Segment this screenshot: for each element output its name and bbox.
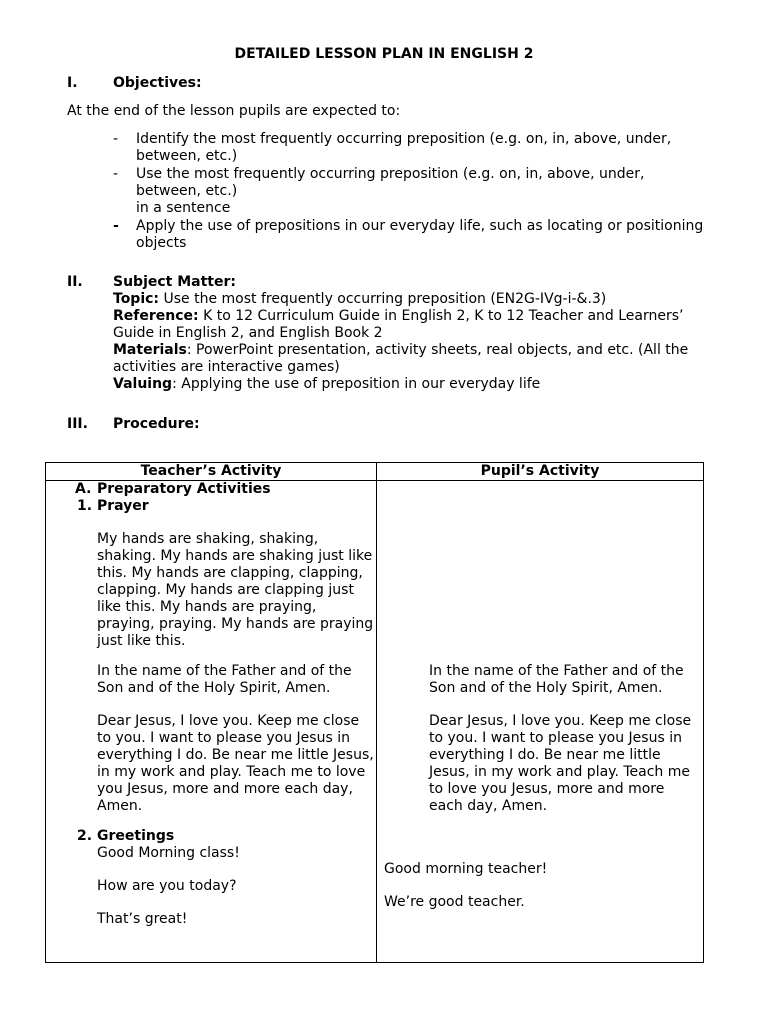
pupil-reply-wellbeing: We’re good teacher. bbox=[384, 894, 525, 910]
section-title-objectives: Objectives: bbox=[113, 75, 202, 91]
step-heading-prayer: Prayer bbox=[97, 498, 149, 514]
teacher-response: That’s great! bbox=[97, 911, 188, 927]
materials-line bbox=[113, 342, 713, 376]
reference-label: Reference: bbox=[113, 308, 199, 324]
valuing-line bbox=[113, 376, 713, 393]
topic-line bbox=[113, 291, 713, 308]
header-teacher-activity: Teacher’s Activity bbox=[46, 463, 377, 481]
objectives-intro: At the end of the lesson pupils are expected to: bbox=[67, 103, 401, 119]
reference-line bbox=[113, 308, 713, 342]
section-title-procedure: Procedure: bbox=[113, 416, 200, 432]
pupil-prayer: Dear Jesus, I love you. Keep me close to you. I want to please you Jesus in everything I do. Be near me little Jesus, in my work and play. Teach me to love you Jesus, more and more each day, Amen. bbox=[429, 713, 692, 814]
activity-table bbox=[45, 462, 704, 963]
valuing-label: Valuing bbox=[113, 376, 173, 392]
step-heading-greetings: Greetings bbox=[97, 828, 175, 844]
objective-text: Use the most frequently occurring preposition (e.g. on, in, above, under, between, etc.) bbox=[136, 166, 645, 199]
objective-text: Identify the most frequently occurring preposition (e.g. on, in, above, under, between, etc.) bbox=[136, 131, 672, 164]
materials-value: : PowerPoint presentation, activity sheets, real objects, and etc. (All the activities are interactive games) bbox=[113, 342, 689, 375]
objective-item bbox=[113, 131, 713, 165]
topic-label: Topic: bbox=[113, 291, 160, 307]
table-row bbox=[46, 481, 704, 963]
pupil-sign-of-cross: In the name of the Father and of the Son and of the Holy Spirit, Amen. bbox=[429, 663, 684, 696]
section-numeral-subject-matter: II. bbox=[67, 274, 83, 290]
teacher-prayer: Dear Jesus, I love you. Keep me close to you. I want to please you Jesus in everything I do. Be near me little Jesus, in my work and play. Teach me to love you Jesus, more and more each day, Amen. bbox=[97, 713, 374, 814]
objectives-list bbox=[113, 131, 713, 253]
section-title-subject-matter: Subject Matter: bbox=[113, 274, 236, 290]
section-heading: Preparatory Activities bbox=[97, 481, 271, 497]
pupil-activity-cell bbox=[377, 481, 704, 963]
reference-value: K to 12 Curriculum Guide in English 2, K to 12 Teacher and Learners’ Guide in English 2, and English Book 2 bbox=[113, 308, 684, 341]
bullet-dash: - bbox=[113, 166, 119, 182]
section-marker: A. bbox=[75, 481, 92, 497]
bullet-dash: - bbox=[113, 218, 119, 234]
objective-item bbox=[113, 218, 713, 252]
section-numeral-objectives: I. bbox=[67, 75, 78, 91]
document-title: DETAILED LESSON PLAN IN ENGLISH 2 bbox=[234, 46, 534, 62]
teacher-sign-of-cross: In the name of the Father and of the Son and of the Holy Spirit, Amen. bbox=[97, 663, 352, 696]
materials-label: Materials bbox=[113, 342, 187, 358]
objective-item bbox=[113, 166, 713, 217]
header-pupil-activity: Pupil’s Activity bbox=[377, 463, 704, 481]
step-marker: 2. bbox=[77, 828, 93, 844]
bullet-dash: - bbox=[113, 131, 119, 147]
teacher-greeting: Good Morning class! bbox=[97, 845, 240, 861]
topic-value: Use the most frequently occurring preposition (EN2G-IVg-i-&.3) bbox=[159, 291, 607, 307]
step-marker: 1. bbox=[77, 498, 93, 514]
teacher-activity-cell bbox=[46, 481, 377, 963]
objective-text: Apply the use of prepositions in our everyday life, such as locating or positioning objects bbox=[136, 218, 704, 251]
teacher-question: How are you today? bbox=[97, 878, 237, 894]
pupil-reply-greeting: Good morning teacher! bbox=[384, 861, 548, 877]
objective-continuation: in a sentence bbox=[136, 200, 231, 216]
valuing-value: : Applying the use of preposition in our everyday life bbox=[172, 376, 541, 392]
prayer-song: My hands are shaking, shaking, shaking. My hands are shaking just like this. My hands are clapping, clapping, clapping. My hands are clapping just like this. My hands are praying, praying, praying. My hands are praying just like this. bbox=[97, 531, 374, 649]
subject-matter-block bbox=[113, 291, 713, 393]
section-numeral-procedure: III. bbox=[67, 416, 88, 432]
table-header-row bbox=[46, 463, 704, 481]
